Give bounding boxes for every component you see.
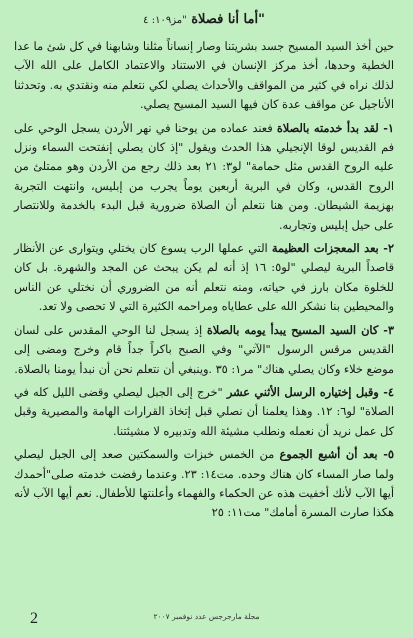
section-3-text: إذ يسجل لنا الوحي المقدس على لسان القديس مرقس الرسول "الآتي" وفي الصبح باكراً جداً قام وخرج ومضى إلى موضع خلاء وكان يصلي هناك" مر١: ٣٥ .وينبغي أن نتعلم نحن أن نبدأ يومنا بالصلاة. xyxy=(14,323,394,376)
title-reference: "مز١٠٩: ٤ xyxy=(143,15,187,26)
page-footer xyxy=(0,608,413,638)
title-text: "أما أنا فصلاة xyxy=(191,12,265,27)
section-2-heading: ٢- بعد المعجزات العظيمة xyxy=(271,241,394,256)
section-5 xyxy=(14,445,394,523)
section-2 xyxy=(14,239,394,317)
page-number: 2 xyxy=(30,610,38,627)
intro-paragraph: حين أخذ السيد المسيح جسد بشريتنا وصار إنساناً مثلنا وشابهنا في كل شئ ما عدا الخطية وحدها، أخذ مركز الإنسان في الاستناد والاعتماد الكامل على الله الآب لذلك نراه في كثير من المواقف والأحداث يصلي لكي نتعلم منه ونقتدي به. وتحدثنا الأناجيل عن مواقف عدة كان فيها السيد المسيح يصلي. xyxy=(14,40,394,112)
publication-caption: مجلة مارجرجس عدد نوفمبر ٢٠٠٧ xyxy=(153,612,260,621)
section-5-heading: ٥- بعد أن أشبع الجموع xyxy=(279,447,394,462)
section-4 xyxy=(14,383,394,441)
section-2-text: التي عملها الرب يسوع كان يختلي ويتوارى عن الأنظار قاصداً البرية ليصلي "لو٥: ١٦ إذ أنه لم يكن يبحث عن المجد والشهرة. بل كان للخلوة مكان بارز في حياته، ومنه نتعلم أنه من الضروري أن نختلي عن الناس والمحيطين بنا نشكر الله على عطاياه ومراحمه الكثيرة التي لا تحصى ولا تعد. xyxy=(14,242,394,314)
article-body xyxy=(14,10,394,527)
section-4-heading: ٤- وقبل إختياره الرسل الأثني عشر xyxy=(226,384,394,399)
article-title xyxy=(14,10,394,31)
section-1 xyxy=(14,119,394,235)
section-3 xyxy=(14,321,394,379)
section-4-text: "خرج إلى الجبل ليصلي وقضى الليل كله في الصلاة" لو٦: ١٢. وهذا يعلمنا أن نصلي قبل إتخاذ القرارات الهامة والمصيرية وقبل كل عمل نريد أن نعمله ونطلب مشيئة الله وتدبيره لا مشيئتنا. xyxy=(14,385,394,438)
section-3-heading: ٣- كان السيد المسيح يبدأ يومه بالصلاة xyxy=(206,322,394,337)
section-1-text: فعند عماده من يوحنا في نهر الأردن يسجل الوحي على فم القديس لوقا الإنجيلي هذا الحدث ويقول "إذ كان يصلي إنفتحت السماء ونزل عليه الروح القدس مثل حمامة" لو٣: ٢١ بعد ذلك رجع من الأردن وهو ممتلئ من الروح القدس، وكان في البرية أربعين يوماً يجرب من إبليس، وانتهت التجربة بهزيمة الشيطان. ومن هنا نتعلم أن الصلاة ضرورية قبل البدء بالخدمة وللانتصار على حيل إبليس وتجاربه. xyxy=(14,121,394,232)
section-5-text: من الخمس خبزات والسمكتين صعد إلى الجبل ليصلي ولما صار المساء كان هناك وحده. مت١٤: ٢٣. وعندما رفضت خدمته صلى"أحمدك أيها الآب لأنك أخفيت هذه عن الحكماء والفهماء وأعلنتها للأطفال. نعم أيها الآب لأنه هكذا صارت المسرة أمامك" مت١١: ٢٥ xyxy=(14,448,394,520)
section-1-heading: ١- لقد بدأ خدمته بالصلاة xyxy=(276,120,394,135)
